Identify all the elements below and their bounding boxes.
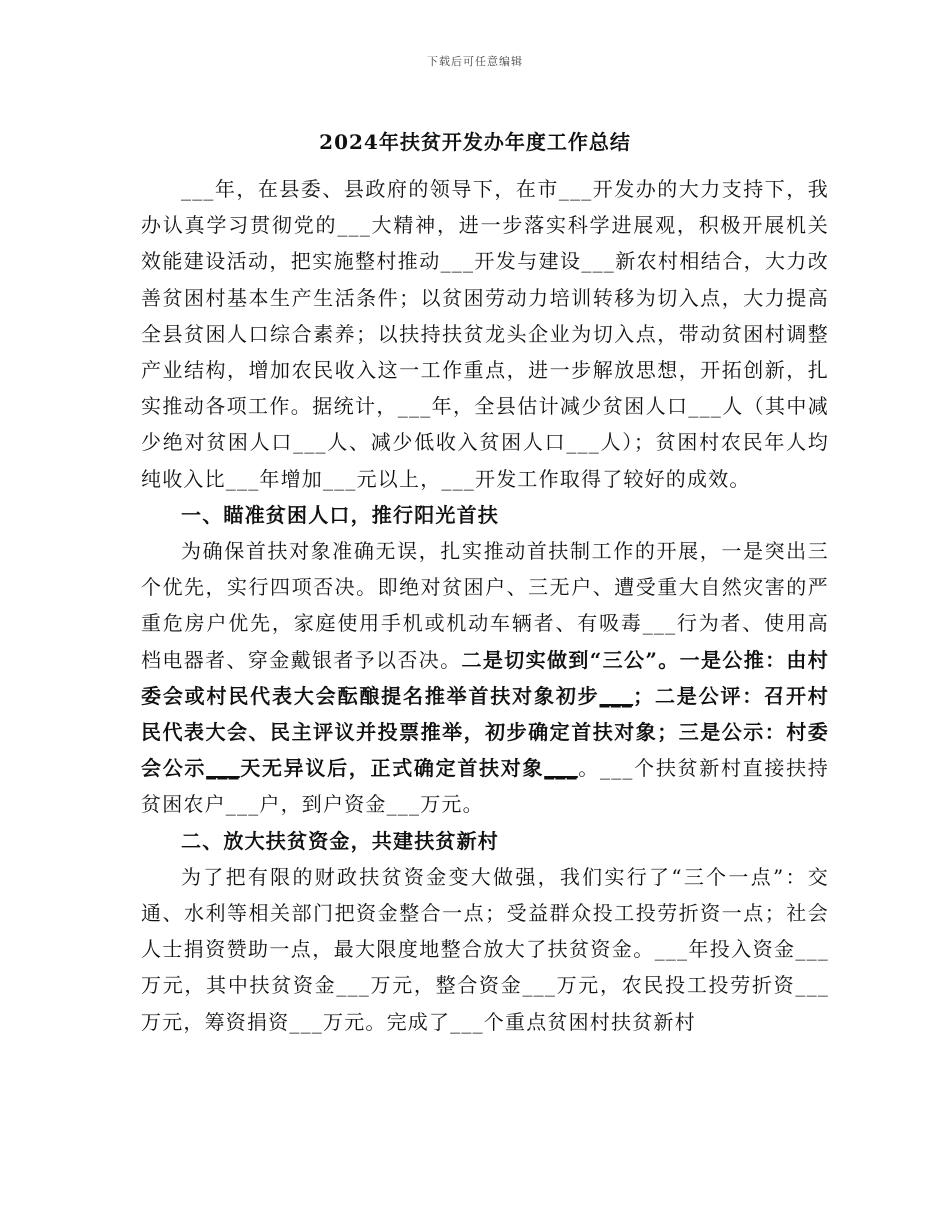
section-1-text: 为确保首扶对象准确无误，扎实推动首扶制工作的开展，一是突出三个优先，实行四项否决。即绝对贫困户、三无户、遭受重大自然灾害的严重危房户优先，家庭使用手机或机动车辆者、有吸毒___行为者、使用高档电器者、穿金戴银者予以否决。 [141,539,829,672]
section-1-blank-2: ___ [206,756,240,781]
section-1-bold-text-c: 天无异议后，正式确定首扶对象 [239,756,545,781]
section-heading-2: 二、放大扶贫资金，共建扶贫新村 [181,828,499,853]
section-1-paragraph [141,533,829,823]
section-heading-1: 一、瞄准贫困人口，推行阳光首扶 [181,502,499,527]
section-1-blank-1: ___ [599,683,634,708]
section-2-paragraph: 为了把有限的财政扶贫资金变大做强，我们实行了“三个一点”：交通、水利等相关部门把资金整合一点；受益群众投工投劳折资一点；社会人士捐资赞助一点，最大限度地整合放大了扶贫资金。___年投入资金___万元，其中扶贫资金___万元，整合资金___万元，农民投工投劳折资___万元，筹资捐资___万元。完成了___个重点贫困村扶贫新村 [141,864,829,1034]
document-body [141,171,829,1040]
section-1-end-text: 。___个扶贫新村直接扶持贫困农户___户，到户资金___万元。 [141,756,829,817]
section-1-bold-text-b: ；二是公评：召开村民代表大会、民主评议并投票推举，初步确定首扶对象；三是公示：村委会公示 [141,683,829,781]
section-1-bold-text-a: 二是切实做到“三公”。一是公推：由村委会或村民代表大会酝酿提名推举首扶对象初步 [141,647,830,708]
intro-paragraph: ___年，在县委、县政府的领导下，在市___开发办的大力支持下，我办认真学习贯彻党的___大精神，进一步落实科学进展观，积极开展机关效能建设活动，把实施整村推动___开发与建设___新农村相结合，大力改善贫困村基本生产生活条件；以贫困劳动力培训转移为切入点，大力提高全县贫困人口综合素养；以扶持扶贫龙头企业为切入点，带动贫困村调整产业结构，增加农民收入这一工作重点，进一步解放思想，开拓创新，扎实推动各项工作。据统计，___年，全县估计减少贫困人口___人（其中减少绝对贫困人口___人、减少低收入贫困人口___人）；贫困村农民年人均纯收入比___年增加___元以上，___开发工作取得了较好的成效。 [141,177,829,491]
section-1-blank-3: ___ [544,756,578,781]
page-header-note: 下载后可任意编辑 [427,55,523,68]
document-title: 2024年扶贫开发办年度工作总结 [319,130,631,154]
